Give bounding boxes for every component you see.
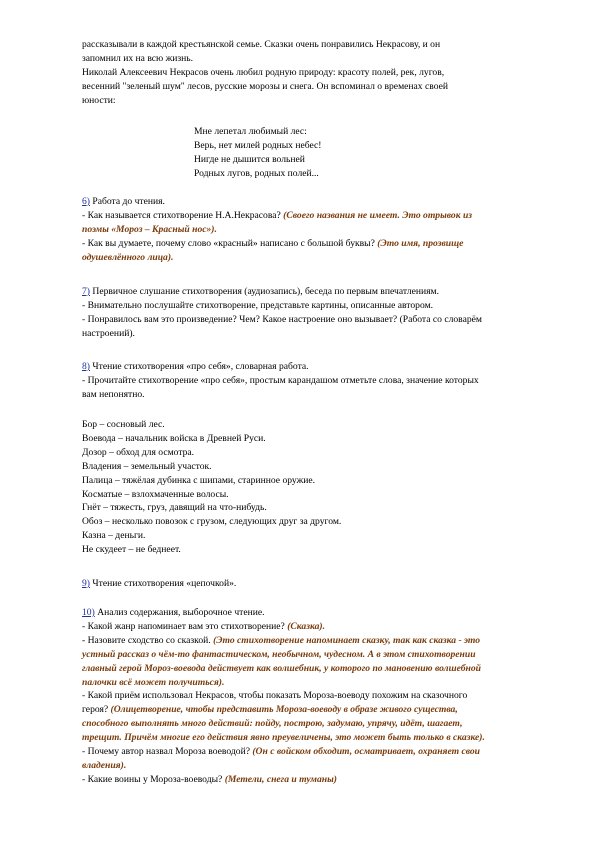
question-line <box>82 634 532 648</box>
section-heading <box>82 577 532 591</box>
answer-text: (Олицетворение, чтобы представить Мороза-воеводу в образе живого существа, <box>110 704 458 716</box>
intro-line: Николай Алексеевич Некрасов очень любил родную природу: красоту полей, рек, лугов, <box>82 66 445 78</box>
answer-text: (Метели, снега и туманы) <box>224 773 337 785</box>
text-line: настроений). <box>82 327 135 339</box>
question-line <box>82 773 532 787</box>
section-heading <box>82 285 532 299</box>
answer-text: поэмы «Мороз – Красный нос»). <box>82 223 217 235</box>
section-number-link[interactable]: 7) <box>82 286 90 297</box>
section-number-link[interactable]: 10) <box>82 607 95 618</box>
glossary-item: Косматые – взлохмаченные волосы. <box>82 488 229 500</box>
question-text: героя? <box>82 704 111 716</box>
glossary-item: Не скудеет – не беднеет. <box>82 544 181 556</box>
question-text: - Какой приём использовал Некрасов, чтобы показать Мороза-воеводу похожим на сказочного <box>82 690 468 702</box>
glossary-item: Воевода – начальник войска в Древней Руси. <box>82 432 266 444</box>
answer-text: (Сказка). <box>287 620 325 632</box>
section-number-link[interactable]: 6) <box>82 196 90 207</box>
glossary-list <box>82 418 532 557</box>
question-text: - Какие воины у Мороза-воеводы? <box>82 773 225 785</box>
poem-quote <box>194 125 321 181</box>
answer-text: (Это стихотворение напоминает сказку, так как сказка - это <box>213 634 481 646</box>
answer-text: (Он с войском обходит, осматривает, охраняет свои <box>252 746 480 758</box>
answer-text: главный герой Мороз-воевода действует как волшебник, у которого по мановению волшебной <box>82 662 481 674</box>
answer-text: устный рассказ о чём-то фантастическом, необычном, чудесном. А в этом стихотворении <box>82 648 476 660</box>
question-line <box>82 237 532 251</box>
question-line <box>82 703 532 717</box>
section-6 <box>82 195 532 265</box>
answer-text: трещит. Причём многие его действия явно преувеличены, это может быть только в сказке). <box>82 732 485 744</box>
question-text: - Как называется стихотворение Н.А.Некрасова? <box>82 209 284 221</box>
section-9 <box>82 577 532 591</box>
poem-line: Верь, нет милей родных небес! <box>194 139 322 151</box>
section-7 <box>82 285 532 341</box>
section-title: Анализ содержания, выборочное чтение. <box>94 607 265 618</box>
answer-text: владения). <box>82 759 127 771</box>
intro-line: рассказывали в каждой крестьянской семье. Сказки очень понравились Некрасову, и он <box>82 39 441 50</box>
section-number-link[interactable]: 8) <box>82 361 90 372</box>
glossary-item: Гнёт – тяжесть, груз, давящий на что-нибудь. <box>82 502 267 514</box>
intro-line: весенний "зеленый шум" лесов, русские морозы и снега. Он вспоминал о временах своей <box>82 80 449 92</box>
section-title: Чтение стихотворения «про себя», словарная работа. <box>90 361 309 372</box>
question-line <box>82 620 532 634</box>
glossary-item: Бор – сосновый лес. <box>82 419 165 430</box>
section-title: Чтение стихотворения «цепочкой». <box>90 578 237 589</box>
section-heading <box>82 360 532 374</box>
question-text: - Назовите сходство со сказкой. <box>82 634 214 646</box>
question-line <box>82 745 532 759</box>
answer-text: палочки всё может получиться). <box>82 676 225 688</box>
text-line: - Понравилось вам это произведение? Чем? Какое настроение оно вызывает? (Работа со словарём <box>82 313 482 325</box>
section-heading <box>82 195 532 209</box>
question-text: - Почему автор назвал Мороза воеводой? <box>82 746 253 758</box>
glossary-item: Дозор – обход для осмотра. <box>82 446 195 458</box>
answer-text: одушевлённого лица). <box>82 251 174 263</box>
section-number-link[interactable]: 9) <box>82 578 90 589</box>
section-8 <box>82 360 532 402</box>
answer-text: (Это имя, прозвище <box>377 237 464 249</box>
answer-text: способного выполнять много действий: пойду, построю, задумаю, упрячу, идёт, шагает, <box>82 718 463 730</box>
intro-line: юности: <box>82 94 116 106</box>
section-title: Работа до чтения. <box>90 196 165 207</box>
question-line <box>82 209 532 223</box>
section-title: Первичное слушание стихотворения (аудиозапись), беседа по первым впечатлениям. <box>90 286 439 297</box>
section-heading <box>82 606 532 620</box>
text-line: - Прочитайте стихотворение «про себя», простым карандашом отметьте слова, значение которых <box>82 374 479 386</box>
poem-line: Родных лугов, родных полей... <box>194 167 319 179</box>
text-line: вам непонятно. <box>82 388 145 400</box>
poem-line: Мне лепетал любимый лес: <box>194 126 307 137</box>
glossary-item: Владения – земельный участок. <box>82 460 212 472</box>
intro-line: запомнил их на всю жизнь. <box>82 52 194 64</box>
question-text: - Какой жанр напоминает вам это стихотворение? <box>82 620 288 632</box>
intro-paragraph <box>82 38 532 108</box>
glossary-item: Палица – тяжёлая дубинка с шипами, старинное оружие. <box>82 474 315 486</box>
glossary-item: Казна – деньги. <box>82 530 146 542</box>
poem-line: Нигде не дышится вольней <box>194 153 305 165</box>
answer-text: (Своего названия не имеет. Это отрывок из <box>283 209 473 221</box>
section-10 <box>82 606 532 787</box>
glossary-item: Обоз – несколько повозок с грузом, следующих друг за другом. <box>82 516 342 528</box>
question-text: - Как вы думаете, почему слово «красный» написано с большой буквы? <box>82 237 378 249</box>
text-line: - Внимательно послушайте стихотворение, представьте картины, описанные автором. <box>82 299 434 311</box>
